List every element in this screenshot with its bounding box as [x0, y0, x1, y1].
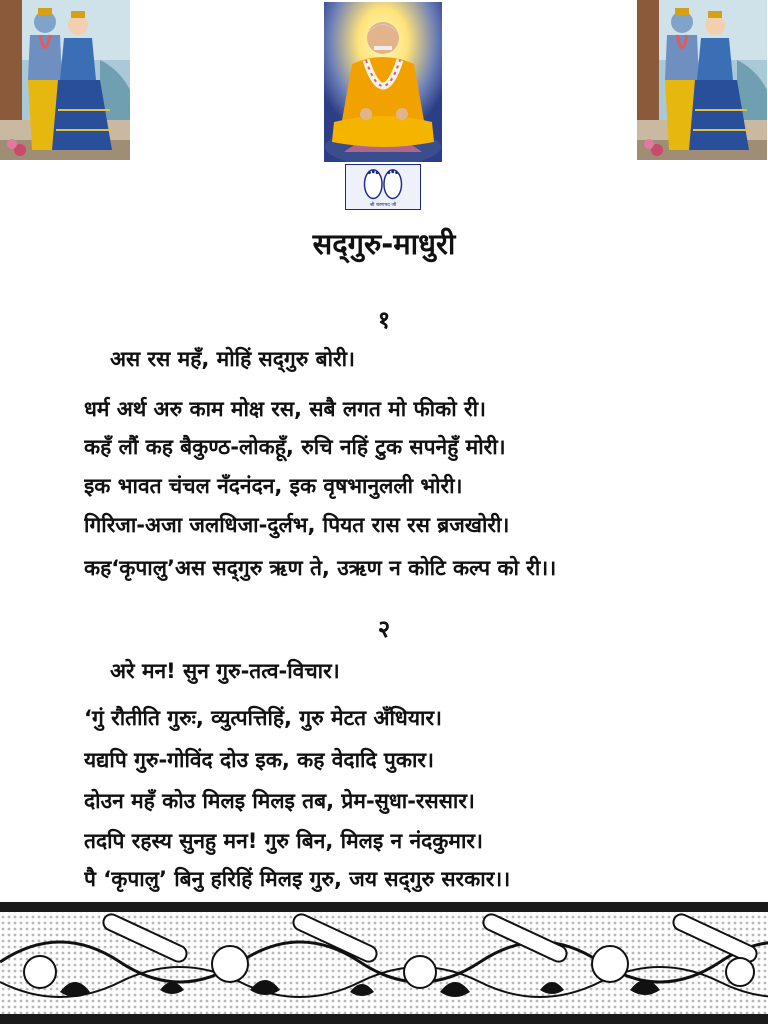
- radha-krishna-image-left: [0, 0, 130, 160]
- verse-line: इक भावत चंचल नँदनंदन, इक वृषभानुलली भोरी।: [84, 474, 463, 498]
- decorative-floral-border: [0, 902, 768, 1024]
- verse-line: गिरिजा-अजा जलधिजा-दुर्लभ, पियत रास रस ब्रजखोरी।: [84, 513, 510, 537]
- feet-caption: श्री चरणपद जी: [369, 203, 397, 209]
- radha-krishna-image-right: [637, 0, 767, 160]
- verse-line: कहँ लौं कह बैकुण्ठ-लोकहूँ, रुचि नहिं टुक सपनेहुँ मोरी।: [84, 435, 506, 459]
- section-number: २: [377, 615, 391, 643]
- charan-feet-image: [345, 164, 421, 210]
- verse-line: दोउन महँ कोउ मिलइ मिलइ तब, प्रेम-सुधा-रससार।: [84, 789, 475, 813]
- verse-line: धर्म अर्थ अरु काम मोक्ष रस, सबै लगत मो फीको री।: [84, 397, 486, 421]
- verse-line: कह‘कृपालु’अस सद्‌गुरु ऋण ते, उऋण न कोटि कल्प को री।।: [84, 556, 557, 580]
- guru-image: [324, 2, 442, 162]
- verse-line: अरे मन! सुन गुरु-तत्व-विचार।: [110, 659, 340, 683]
- section-number: १: [377, 306, 391, 334]
- page-title: सद्‌गुरु-माधुरी: [312, 227, 456, 261]
- verse-line: यद्यपि गुरु-गोविंद दोउ इक, कह वेदादि पुकार।: [84, 748, 434, 772]
- verse-line: तदपि रहस्य सुनहु मन! गुरु बिन, मिलइ न नंदकुमार।: [84, 829, 483, 853]
- verse-line: पै ‘कृपालु’ बिनु हरिहिं मिलइ गुरु, जय सद्‌गुरु सरकार।।: [84, 867, 511, 891]
- verse-line: अस रस महँ, मोहिं सद्‌गुरु बोरी।: [110, 347, 355, 371]
- verse-line: ‘गुं रौतीति गुरुः, व्युत्पत्तिहिं, गुरु मेटत अँधियार।: [84, 706, 443, 730]
